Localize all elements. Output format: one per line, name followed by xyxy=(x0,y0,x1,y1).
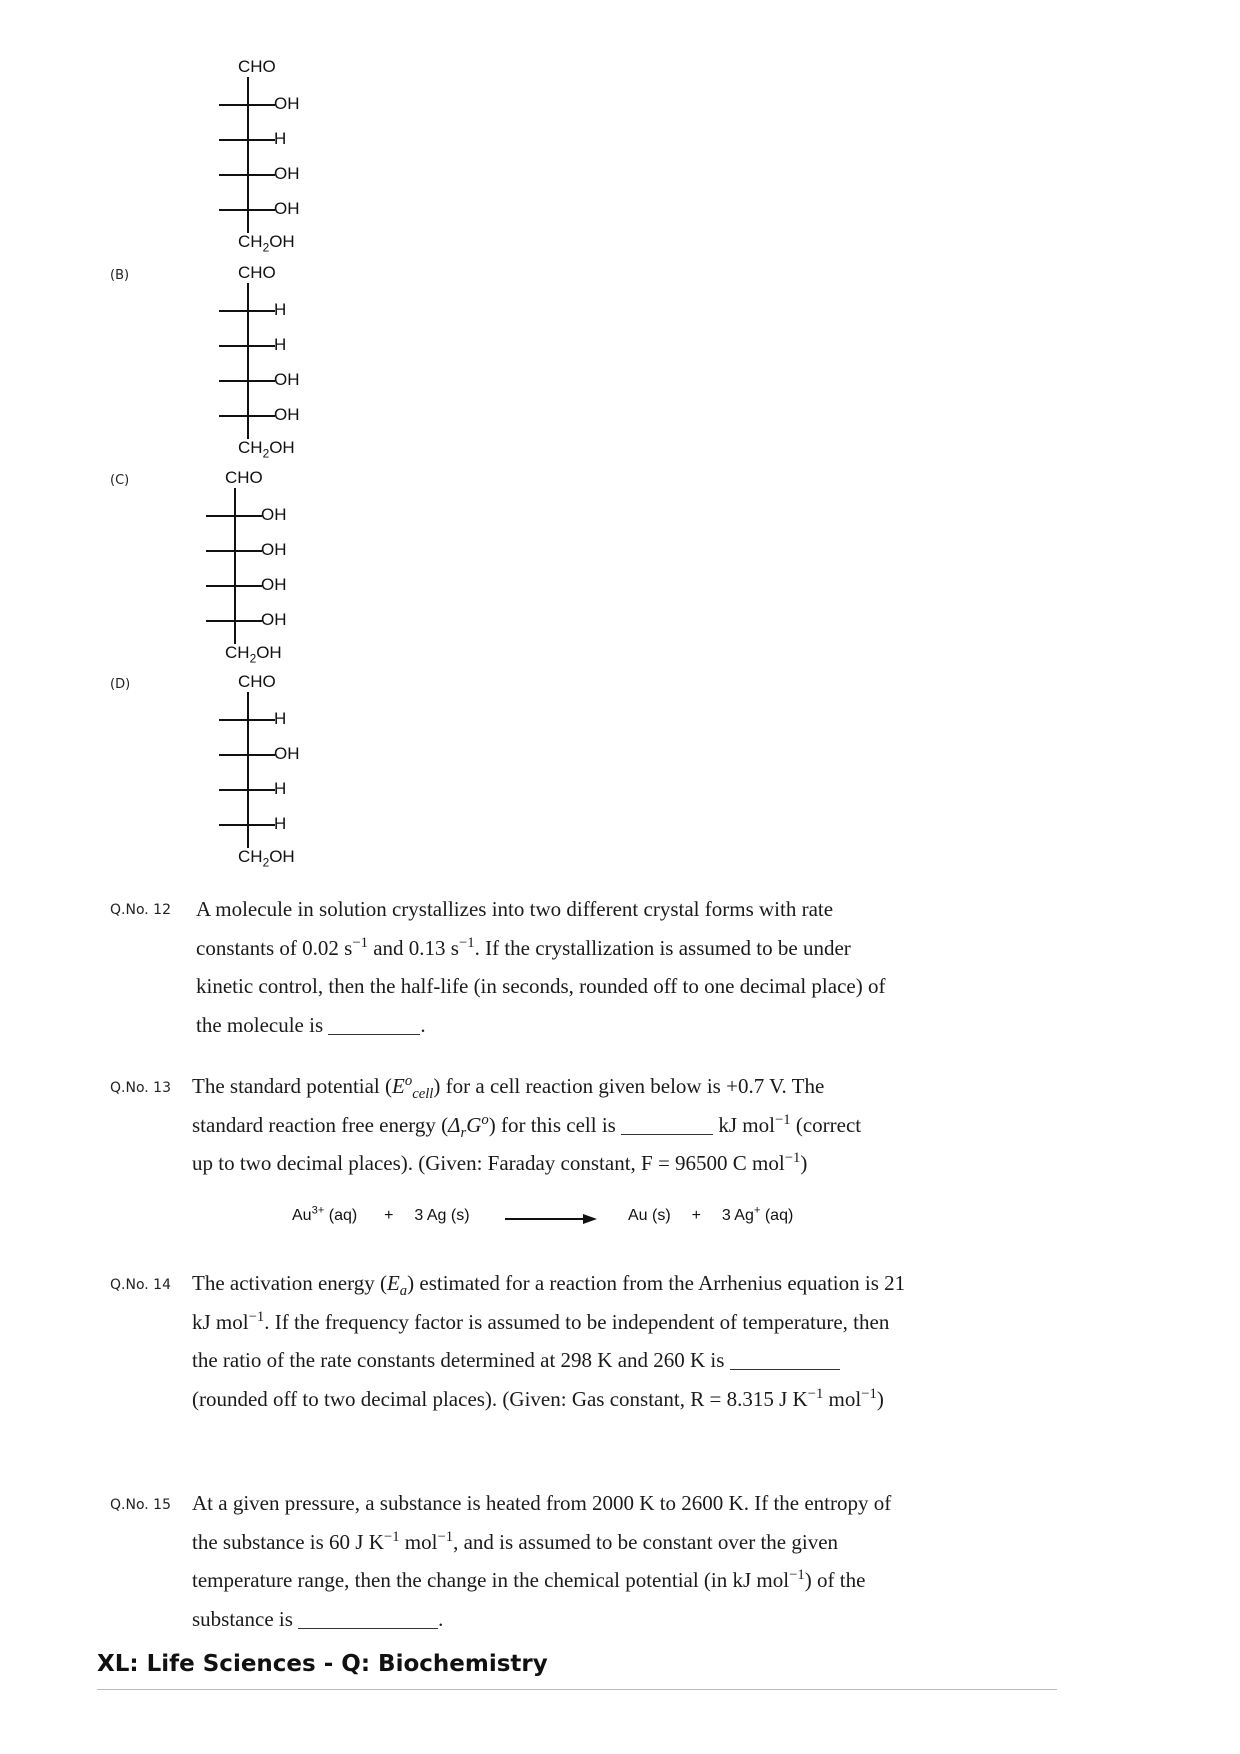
q15-sup-1: −1 xyxy=(383,1528,400,1545)
fischer-bond xyxy=(219,174,275,176)
fischer-right-substituent: OH xyxy=(274,370,300,389)
q14-text-3: . If the frequency factor is assumed to be independent of temperature, then the ratio of the rate constants determined at 298 K and 260 K is xyxy=(192,1309,890,1372)
question-12-text xyxy=(196,890,896,1044)
fischer-bottom-group: $CH_2OH$ xyxy=(238,232,295,255)
reaction-products xyxy=(628,1204,794,1225)
reaction-arrowhead-icon xyxy=(583,1214,597,1224)
q14-sup-1: −1 xyxy=(248,1308,265,1325)
fischer-bottom-group: $CH_2OH$ xyxy=(238,438,295,461)
q13-text-1: The standard potential ( xyxy=(192,1074,393,1098)
question-13-number: Q.No. 13 xyxy=(110,1080,171,1096)
fischer-bond xyxy=(219,415,275,417)
q15-answer-blank[interactable] xyxy=(298,1607,438,1629)
fischer-right-substituent: OH xyxy=(261,575,287,594)
q14-symbol-e: E xyxy=(386,1271,400,1295)
fischer-bond xyxy=(219,789,275,791)
fischer-bond xyxy=(219,719,275,721)
fischer-bond xyxy=(219,380,275,382)
fischer-top-group: CHO xyxy=(238,57,276,76)
fischer-right-substituent: H xyxy=(274,814,287,833)
product-ag-charge: + xyxy=(753,1204,761,1217)
q12-sup-1: −1 xyxy=(352,934,368,951)
q13-sup-1: −1 xyxy=(774,1111,791,1128)
fischer-right-substituent: OH xyxy=(274,744,300,763)
fischer-bond xyxy=(219,310,275,312)
q12-text-3: . If the crystallization is assumed to be under kinetic control, then the half-life (in seconds, rounded off to one decimal place) of the molecule is xyxy=(196,935,886,1037)
reactant-au-state: (aq) xyxy=(324,1207,358,1224)
q15-text-2: mol xyxy=(399,1529,438,1554)
fischer-bond xyxy=(206,620,262,622)
fischer-bottom-group: $CH_2OH$ xyxy=(225,643,282,666)
fischer-right-substituent: H xyxy=(274,709,287,728)
q13-text-6: ) xyxy=(800,1151,808,1175)
fischer-right-substituent: OH xyxy=(274,199,300,218)
fischer-bond xyxy=(219,345,275,347)
q13-symbol-delta: Δ xyxy=(448,1112,461,1137)
fischer-right-substituent: OH xyxy=(274,94,300,113)
q13-text-3: ) for this cell is xyxy=(488,1112,622,1137)
footer-subject-title: XL: Life Sciences - Q: Biochemistry xyxy=(97,1651,548,1677)
reactant-ag: 3 Ag (s) xyxy=(414,1207,470,1224)
product-au: Au (s) xyxy=(628,1207,671,1224)
fischer-right-substituent: OH xyxy=(261,505,287,524)
reaction-plus-2: + xyxy=(691,1207,701,1224)
q13-sup-2: −1 xyxy=(784,1150,801,1166)
q15-text-1: At a given pressure, a substance is heated from 2000 K to 2600 K. If the entropy of the substance is 60 J K xyxy=(192,1491,892,1554)
q13-text-4: kJ mol xyxy=(713,1112,775,1137)
fischer-bond xyxy=(219,209,275,211)
fischer-right-substituent: OH xyxy=(274,405,300,424)
q15-text-4: ) of the substance is xyxy=(192,1568,866,1631)
fischer-top-group: CHO xyxy=(238,263,276,282)
question-15-number: Q.No. 15 xyxy=(110,1497,171,1513)
q14-answer-blank[interactable] xyxy=(730,1348,840,1370)
q12-answer-blank[interactable] xyxy=(328,1013,420,1035)
q12-sup-2: −1 xyxy=(458,934,475,951)
q13-symbol-e: E xyxy=(392,1074,405,1098)
option-label: (B) xyxy=(110,268,130,283)
option-label: (C) xyxy=(110,473,130,488)
q13-symbol-g: G xyxy=(466,1112,482,1137)
question-14-text xyxy=(192,1264,912,1418)
fischer-bond xyxy=(206,550,262,552)
q15-sup-2: −1 xyxy=(437,1528,454,1545)
reaction-plus-1: + xyxy=(384,1207,394,1224)
product-ag-state: (aq) xyxy=(760,1207,794,1224)
question-12-number: Q.No. 12 xyxy=(110,902,171,918)
fischer-right-substituent: OH xyxy=(274,164,300,183)
fischer-right-substituent: OH xyxy=(261,610,287,629)
fischer-bond xyxy=(206,585,262,587)
q13-symbol-e-sub: cell xyxy=(412,1086,434,1103)
q14-sup-3: −1 xyxy=(861,1385,877,1402)
reaction-reactants xyxy=(292,1204,470,1225)
fischer-right-substituent: H xyxy=(274,129,287,148)
fischer-right-substituent: H xyxy=(274,335,287,354)
footer-divider xyxy=(97,1689,1057,1690)
q14-text-1: The activation energy ( xyxy=(192,1271,387,1295)
q15-text-3: , and is assumed to be constant over the given temperature range, then the change in the chemical potential (in kJ mol xyxy=(192,1529,839,1592)
q14-text-4: (rounded off to two decimal places). (Given: Gas constant, R = 8.315 J K xyxy=(192,1386,808,1411)
fischer-bond xyxy=(206,515,262,517)
q14-sup-2: −1 xyxy=(807,1385,824,1402)
q12-text-4: . xyxy=(420,1012,426,1037)
fischer-top-group: CHO xyxy=(238,672,276,691)
fischer-right-substituent: OH xyxy=(261,540,287,559)
fischer-bond xyxy=(219,824,275,826)
product-ag: 3 Ag xyxy=(721,1207,754,1224)
q13-symbol-e-sup: o xyxy=(404,1073,413,1089)
q14-text-2: ) estimated for a reaction from the Arrhenius equation is 21 kJ mol xyxy=(192,1271,906,1334)
fischer-right-substituent: H xyxy=(274,779,287,798)
fischer-bottom-group: $CH_2OH$ xyxy=(238,847,295,870)
reactant-au: Au xyxy=(292,1207,312,1224)
q13-text-5: (correct up to two decimal places). (Given: Faraday constant, F = 96500 C mol xyxy=(192,1112,862,1175)
question-14-number: Q.No. 14 xyxy=(110,1277,171,1293)
q14-symbol-e-sub: a xyxy=(399,1283,408,1300)
q12-text-2: and 0.13 s xyxy=(367,935,459,960)
q12-text-1: A molecule in solution crystallizes into two different crystal forms with rate constants of 0.02 s xyxy=(196,897,834,960)
fischer-right-substituent: H xyxy=(274,300,287,319)
question-13-text xyxy=(192,1067,872,1183)
q14-text-5: mol xyxy=(823,1386,862,1411)
question-15-text xyxy=(192,1484,912,1638)
reaction-arrow-icon xyxy=(505,1218,585,1220)
q13-text-2: ) for a cell reaction given below is +0.7 V. The standard reaction free energy ( xyxy=(192,1074,825,1137)
q14-text-6: ) xyxy=(876,1386,884,1411)
reactant-au-charge: 3+ xyxy=(311,1204,325,1217)
q13-symbol-g-sup: o xyxy=(481,1111,489,1128)
option-label: (D) xyxy=(110,677,131,692)
q15-sup-3: −1 xyxy=(789,1567,805,1583)
fischer-bond xyxy=(219,139,275,141)
fischer-bond xyxy=(219,104,275,106)
q13-answer-blank[interactable] xyxy=(621,1113,713,1135)
q15-text-5: . xyxy=(438,1606,444,1631)
fischer-top-group: CHO xyxy=(225,468,263,487)
q13-symbol-delta-sub: r xyxy=(460,1124,467,1141)
fischer-bond xyxy=(219,754,275,756)
